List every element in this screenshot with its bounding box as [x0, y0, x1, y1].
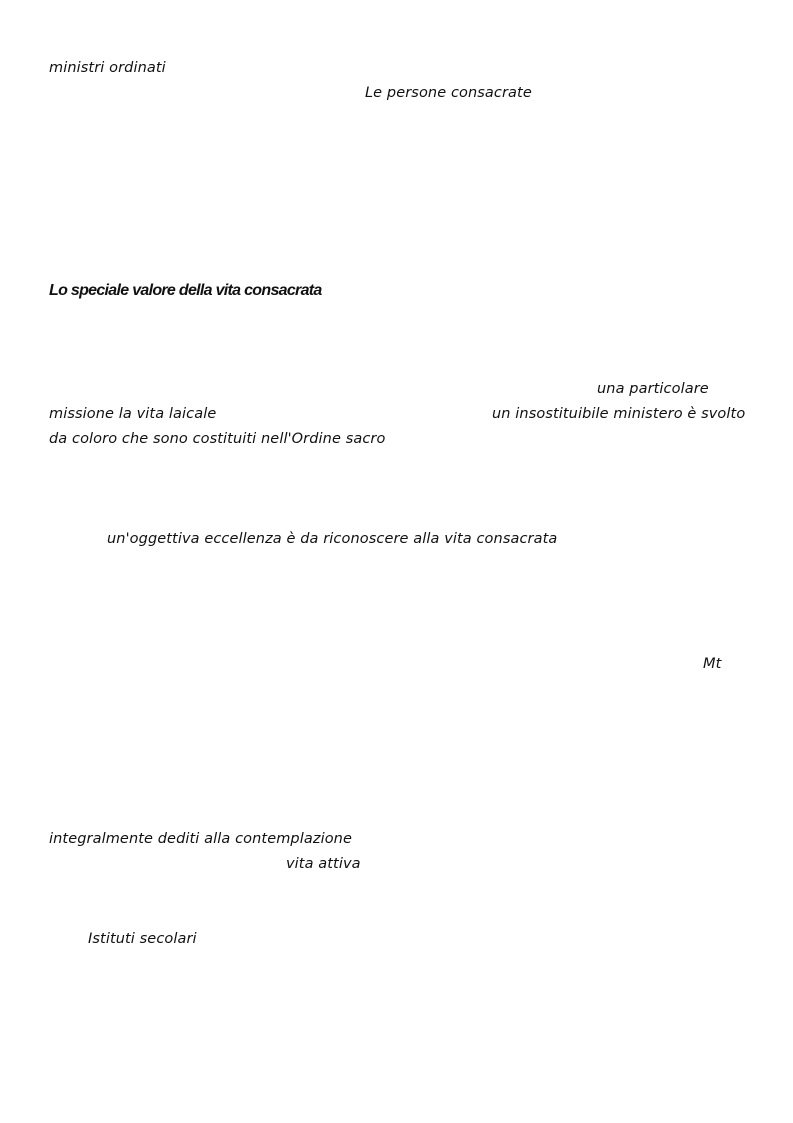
text-mt-reference: Mt — [703, 656, 722, 672]
text-insostituibile-ministero: un insostituibile ministero è svolto — [492, 406, 746, 422]
text-missione-vita-laicale: missione la vita laicale — [49, 406, 217, 422]
text-oggettiva-eccellenza: un'oggettiva eccellenza è da riconoscere alla vita consacrata — [107, 531, 558, 547]
text-da-coloro: da coloro che sono costituiti nell'Ordine sacro — [49, 431, 386, 447]
section-heading: Lo speciale valore della vita consacrata — [49, 282, 322, 299]
text-integralmente-dediti: integralmente dediti alla contemplazione — [49, 831, 352, 847]
text-istituti-secolari: Istituti secolari — [88, 931, 197, 947]
text-una-particolare: una particolare — [597, 381, 709, 397]
text-persone-consacrate: Le persone consacrate — [365, 85, 532, 101]
text-ministri-ordinati: ministri ordinati — [49, 60, 166, 76]
text-vita-attiva: vita attiva — [286, 856, 361, 872]
